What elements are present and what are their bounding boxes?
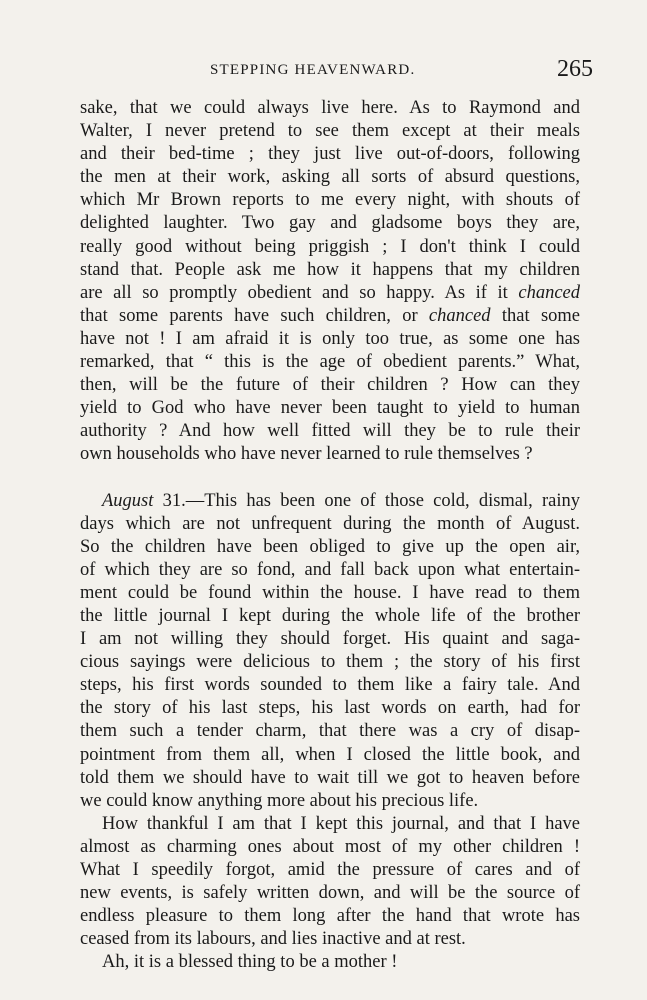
emphasis-word: chanced (428, 305, 491, 326)
text-line: almost as charming ones about most of my other children ! (80, 836, 580, 857)
text-line: endless pleasure to them long after the hand that wrote has (80, 906, 580, 927)
text-line: them such a tender charm, that there was a cry of disap- (80, 721, 580, 742)
text-line: then, will be the future of their children ? How can they (80, 375, 580, 396)
text-line: days which are not unfrequent during the month of August. (80, 513, 580, 534)
text-line: which Mr Brown reports to me every night, with shouts of (80, 190, 580, 211)
text-line: ceased from its labours, and lies inactive and at rest. (80, 929, 466, 950)
text-line: really good without being priggish ; I don't think I could (80, 236, 580, 257)
text-line: yield to God who have never been taught to yield to human (80, 398, 580, 419)
text-line: we could know anything more about his precious life. (80, 790, 479, 811)
text-line: So the children have been obliged to give up the open air, (80, 536, 580, 557)
text-line: cious sayings were delicious to them ; the story of his first (80, 652, 580, 673)
text-line: that some parents have such children, or chanced that some (80, 305, 580, 326)
paragraph-1 (80, 97, 580, 467)
text-line: pointment from them all, when I closed the little book, and (80, 744, 580, 765)
text-line-rest: 31.—This has been one of those cold, dismal, rainy (153, 490, 580, 511)
text-line: own households who have never learned to rule themselves ? (80, 444, 533, 465)
paragraph-2 (80, 490, 580, 813)
text-line: the little journal I kept during the whole life of the brother (80, 605, 580, 626)
text-line: Walter, I never pretend to see them except at their meals (80, 121, 580, 142)
text-line: How thankful I am that I kept this journal, and that I have (102, 813, 580, 834)
paragraph-3 (80, 813, 580, 952)
entry-date: August (102, 490, 154, 511)
text-line: the men at their work, asking all sorts of absurd questions, (80, 167, 580, 188)
text-line: I am not willing they should forget. His quaint and saga- (80, 629, 580, 650)
running-title: STEPPING HEAVENWARD. (210, 62, 416, 78)
paragraph-gap (80, 467, 580, 490)
text-line: are all so promptly obedient and so happy. As if it chanced (80, 282, 580, 303)
emphasis-word: chanced (518, 282, 580, 303)
text-line: new events, is safely written down, and will be the source of (80, 883, 580, 904)
text-line (80, 490, 580, 513)
text-line: What I speedily forgot, amid the pressure of cares and of (80, 860, 580, 880)
text-line: told them we should have to wait till we got to heaven before (80, 767, 580, 788)
paragraph-4 (80, 951, 580, 974)
text-line: remarked, that “ this is the age of obedient parents.” What, (80, 352, 580, 373)
text-line: steps, his first words sounded to them like a fairy tale. And (80, 675, 580, 696)
page-number: 265 (557, 56, 593, 82)
text-line: of which they are so fond, and fall back upon what entertain- (80, 559, 580, 580)
text-line: have not ! I am afraid it is only too true, as some one has (80, 328, 580, 349)
text-line: ment could be found within the house. I have read to them (80, 582, 580, 603)
text-line: stand that. People ask me how it happens that my children (80, 259, 580, 280)
body-text (80, 97, 580, 974)
text-line: delighted laughter. Two gay and gladsome boys they are, (80, 213, 580, 234)
running-head (80, 58, 593, 88)
text-line: Ah, it is a blessed thing to be a mother ! (102, 952, 398, 973)
text-line: the story of his last steps, his last words on earth, had for (80, 698, 580, 719)
text-line: sake, that we could always live here. As to Raymond and (80, 98, 580, 118)
text-line: and their bed-time ; they just live out-of-doors, following (80, 144, 580, 165)
text-line: authority ? And how well fitted will they be to rule their (80, 421, 580, 442)
